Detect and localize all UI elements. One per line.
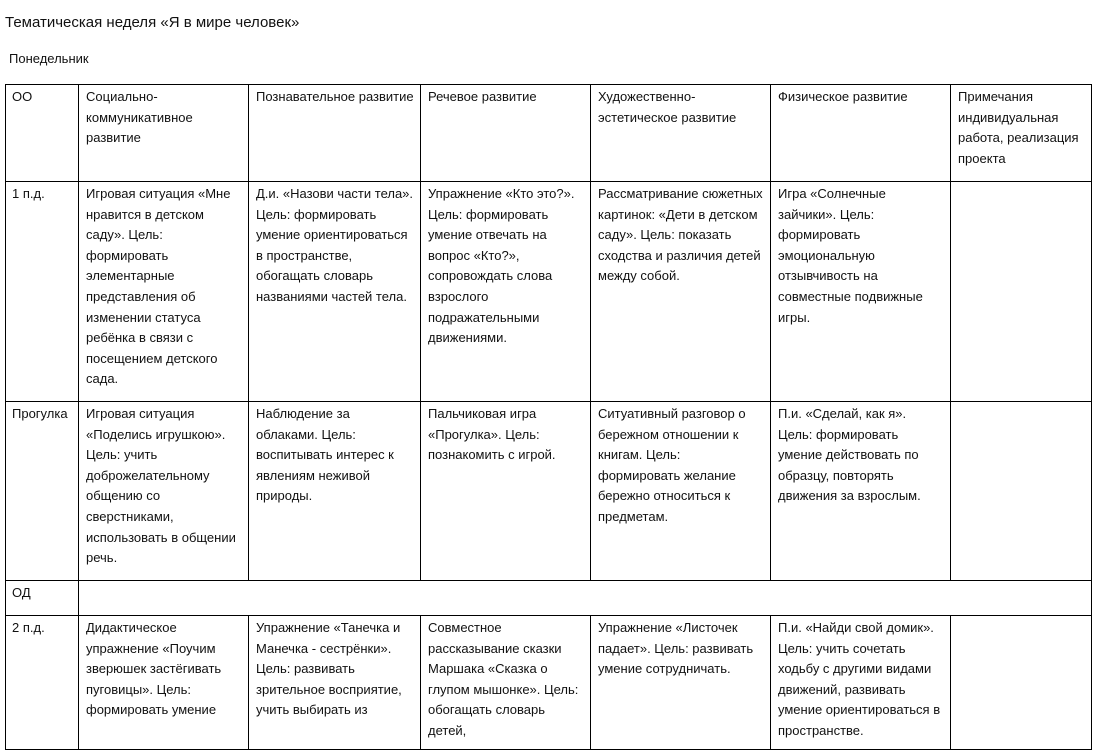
table-row bbox=[6, 182, 1092, 402]
table-cell: Упражнение «Листочек падает». Цель: развивать умение сотрудничать. bbox=[591, 616, 771, 750]
table-cell bbox=[951, 182, 1092, 402]
table-cell: Упражнение «Танечка и Манечка - сестрёнки». Цель: развивать зрительное восприятие, учить выбирать из bbox=[249, 616, 421, 750]
header-cell-physical: Физическое развитие bbox=[771, 85, 951, 182]
header-cell-notes: Примечания индивидуальная работа, реализация проекта bbox=[951, 85, 1092, 182]
table-cell: П.и. «Сделай, как я». Цель: формировать умение действовать по образцу, повторять движения за взрослым. bbox=[771, 402, 951, 581]
weekly-plan-table bbox=[5, 84, 1092, 750]
day-label: Понедельник bbox=[9, 51, 89, 66]
row-label: 1 п.д. bbox=[6, 182, 79, 402]
document-title: Тематическая неделя «Я в мире человек» bbox=[5, 14, 300, 31]
table-cell: Рассматривание сюжетных картинок: «Дети в детском саду». Цель: показать сходства и различия детей между собой. bbox=[591, 182, 771, 402]
table-cell: Игровая ситуация «Мне нравится в детском саду». Цель: формировать элементарные представления об изменении статуса ребёнка в связи с посещением детского сада. bbox=[79, 182, 249, 402]
table-cell: Пальчиковая игра «Прогулка». Цель: познакомить с игрой. bbox=[421, 402, 591, 581]
table-cell: Д.и. «Назови части тела». Цель: формировать умение ориентироваться в пространстве, обогащать словарь названиями частей тела. bbox=[249, 182, 421, 402]
table-header-row bbox=[6, 85, 1092, 182]
table-cell: Дидактическое упражнение «Поучим зверюшек застёгивать пуговицы». Цель: формировать умение bbox=[79, 616, 249, 750]
table-row bbox=[6, 581, 1092, 616]
table-cell: Наблюдение за облаками. Цель: воспитывать интерес к явлениям неживой природы. bbox=[249, 402, 421, 581]
header-cell-cognitive: Познавательное развитие bbox=[249, 85, 421, 182]
table-cell bbox=[951, 402, 1092, 581]
table-cell: П.и. «Найди свой домик». Цель: учить сочетать ходьбу с другими видами движений, развивать умение ориентироваться в пространстве. bbox=[771, 616, 951, 750]
row-label: 2 п.д. bbox=[6, 616, 79, 750]
table-cell: Игровая ситуация «Поделись игрушкою». Цель: учить доброжелательному общению со сверстниками, использовать в общении речь. bbox=[79, 402, 249, 581]
merged-cell bbox=[79, 581, 1092, 616]
header-cell-social: Социально-коммуникативное развитие bbox=[79, 85, 249, 182]
row-label: Прогулка bbox=[6, 402, 79, 581]
row-label: ОД bbox=[6, 581, 79, 616]
table-cell: Ситуативный разговор о бережном отношении к книгам. Цель: формировать желание бережно относиться к предметам. bbox=[591, 402, 771, 581]
table-cell: Игра «Солнечные зайчики». Цель: формировать эмоциональную отзывчивость на совместные подвижные игры. bbox=[771, 182, 951, 402]
header-cell-speech: Речевое развитие bbox=[421, 85, 591, 182]
table-cell: Совместное рассказывание сказки Маршака «Сказка о глупом мышонке». Цель: обогащать словарь детей, bbox=[421, 616, 591, 750]
header-cell-area: ОО bbox=[6, 85, 79, 182]
table-row bbox=[6, 402, 1092, 581]
table-row bbox=[6, 616, 1092, 750]
header-cell-artistic: Художественно-эстетическое развитие bbox=[591, 85, 771, 182]
table-cell: Упражнение «Кто это?». Цель: формировать умение отвечать на вопрос «Кто?», сопровождать слова взрослого подражательными движениями. bbox=[421, 182, 591, 402]
table-cell bbox=[951, 616, 1092, 750]
